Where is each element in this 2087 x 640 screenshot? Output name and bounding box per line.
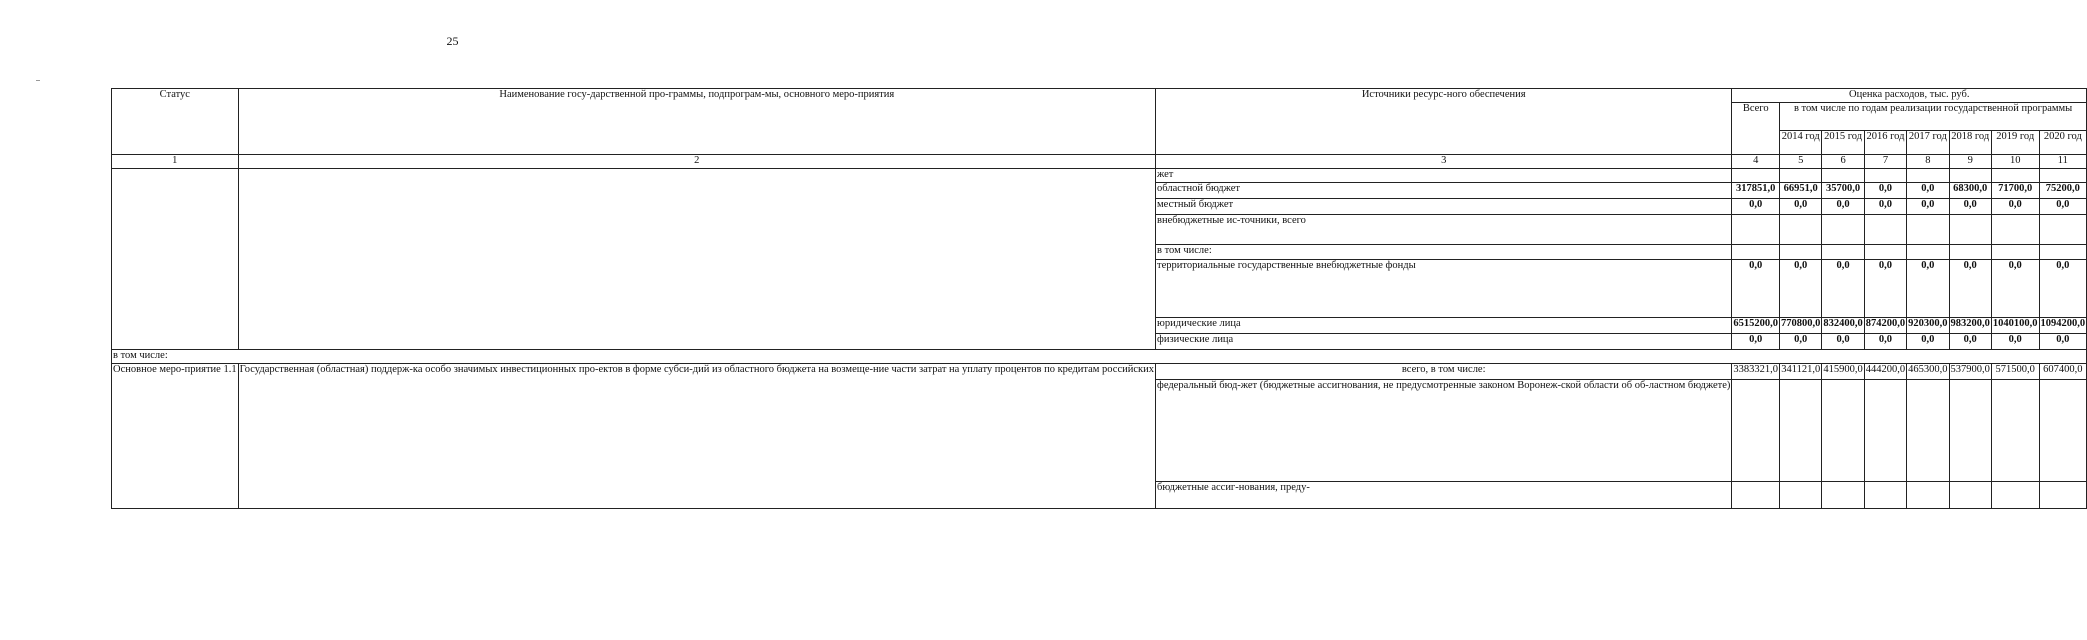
value-cell: 0,0 (1780, 260, 1822, 318)
header-year-2018: 2018 год (1949, 131, 1991, 155)
source-cell: территориальные государственные внебюджетные фонды (1156, 260, 1732, 318)
scan-mark (36, 80, 40, 81)
value-cell: 0,0 (2039, 260, 2087, 318)
header-estimate: Оценка расходов, тыс. руб. (1732, 89, 2087, 103)
source-cell: местный бюджет (1156, 199, 1732, 215)
value-cell: 71700,0 (1991, 183, 2039, 199)
value-cell: 1040100,0 (1991, 318, 2039, 334)
value-cell (1822, 245, 1864, 260)
header-year-2019: 2019 год (1991, 131, 2039, 155)
value-cell: 607400,0 (2039, 363, 2087, 379)
header-year-2020: 2020 год (2039, 131, 2087, 155)
header-name: Наименование госу-дарственной про-граммы, подпрограм-мы, основного меро-приятия (238, 89, 1155, 155)
value-cell: 0,0 (1780, 334, 1822, 350)
value-cell (2039, 245, 2087, 260)
source-cell: областной бюджет (1156, 183, 1732, 199)
value-cell: 6515200,0 (1732, 318, 1780, 334)
header-year-2014: 2014 год (1780, 131, 1822, 155)
event-name: Государственная (областная) поддерж-ка особо значимых инвестиционных про-ектов в форме субси-дий из областного бюджета на возмеще-ние части затрат на уплату процентов по кредитам российских (238, 363, 1155, 508)
value-cell (1991, 379, 2039, 481)
value-cell: 35700,0 (1822, 183, 1864, 199)
value-cell: 874200,0 (1864, 318, 1906, 334)
section-row (112, 350, 2087, 364)
budget-table (111, 88, 2087, 509)
table-row (112, 363, 2087, 379)
header-sources: Источники ресурс-ного обеспечения (1156, 89, 1732, 155)
value-cell: 0,0 (1822, 199, 1864, 215)
value-cell (2039, 379, 2087, 481)
col-number: 8 (1907, 155, 1949, 169)
value-cell: 0,0 (1864, 260, 1906, 318)
source-cell: всего, в том числе: (1156, 363, 1732, 379)
value-cell: 0,0 (2039, 334, 2087, 350)
value-cell: 465300,0 (1907, 363, 1949, 379)
value-cell (1864, 245, 1906, 260)
value-cell (1991, 481, 2039, 508)
value-cell: 537900,0 (1949, 363, 1991, 379)
value-cell (1732, 245, 1780, 260)
value-cell: 0,0 (1949, 199, 1991, 215)
value-cell (2039, 481, 2087, 508)
event-status: Основное меро-приятие 1.1 (112, 363, 239, 508)
value-cell: 0,0 (1907, 334, 1949, 350)
value-cell: 571500,0 (1991, 363, 2039, 379)
value-cell: 0,0 (1907, 199, 1949, 215)
source-cell: бюджетные ассиг-нования, преду- (1156, 481, 1732, 508)
value-cell: 341121,0 (1780, 363, 1822, 379)
value-cell (1949, 379, 1991, 481)
value-cell: 0,0 (1780, 199, 1822, 215)
value-cell (1991, 245, 2039, 260)
value-cell (1864, 215, 1906, 245)
value-cell (1732, 379, 1780, 481)
value-cell (1907, 379, 1949, 481)
value-cell: 0,0 (1864, 199, 1906, 215)
value-cell (1732, 215, 1780, 245)
page-number: 25 (446, 34, 459, 48)
value-cell: 0,0 (1822, 260, 1864, 318)
value-cell (1780, 481, 1822, 508)
value-cell (1949, 245, 1991, 260)
value-cell (1822, 215, 1864, 245)
value-cell: 75200,0 (2039, 183, 2087, 199)
name-cell-empty (238, 169, 1155, 350)
value-cell: 444200,0 (1864, 363, 1906, 379)
value-cell (1822, 481, 1864, 508)
value-cell (1907, 169, 1949, 183)
col-number: 5 (1780, 155, 1822, 169)
value-cell (1907, 481, 1949, 508)
col-number: 1 (112, 155, 239, 169)
source-cell: жет (1156, 169, 1732, 183)
value-cell (1780, 215, 1822, 245)
value-cell: 0,0 (1822, 334, 1864, 350)
value-cell: 0,0 (1732, 260, 1780, 318)
header-year-2017: 2017 год (1907, 131, 1949, 155)
value-cell: 0,0 (1907, 260, 1949, 318)
value-cell: 0,0 (1949, 260, 1991, 318)
value-cell: 0,0 (1949, 334, 1991, 350)
value-cell: 770800,0 (1780, 318, 1822, 334)
value-cell: 920300,0 (1907, 318, 1949, 334)
source-cell: в том числе: (1156, 245, 1732, 260)
col-number: 6 (1822, 155, 1864, 169)
source-cell: внебюджетные ис-точники, всего (1156, 215, 1732, 245)
value-cell: 832400,0 (1822, 318, 1864, 334)
value-cell: 0,0 (1864, 334, 1906, 350)
header-year-2016: 2016 год (1864, 131, 1906, 155)
value-cell: 415900,0 (1822, 363, 1864, 379)
col-number: 3 (1156, 155, 1732, 169)
value-cell: 0,0 (1732, 334, 1780, 350)
value-cell (2039, 215, 2087, 245)
value-cell: 317851,0 (1732, 183, 1780, 199)
column-numbers-row (112, 155, 2087, 169)
value-cell: 1094200,0 (2039, 318, 2087, 334)
status-cell-empty (112, 169, 239, 350)
value-cell: 0,0 (1864, 183, 1906, 199)
value-cell: 983200,0 (1949, 318, 1991, 334)
value-cell (1732, 169, 1780, 183)
value-cell (1780, 379, 1822, 481)
value-cell (1864, 379, 1906, 481)
value-cell: 0,0 (1732, 199, 1780, 215)
source-cell: федеральный бюд-жет (бюджетные ассигнования, не предусмотренные законом Воронеж-ской области об об-ластном бюджете) (1156, 379, 1732, 481)
value-cell (2039, 169, 2087, 183)
header-year-2015: 2015 год (1822, 131, 1864, 155)
value-cell: 0,0 (2039, 199, 2087, 215)
header-by-years: в том числе по годам реализации государственной программы (1780, 103, 2087, 131)
value-cell: 66951,0 (1780, 183, 1822, 199)
value-cell (1822, 379, 1864, 481)
header-total: Всего (1732, 103, 1780, 155)
table-row (112, 169, 2087, 183)
value-cell (1991, 169, 2039, 183)
value-cell: 3383321,0 (1732, 363, 1780, 379)
value-cell (1949, 215, 1991, 245)
value-cell: 0,0 (1991, 260, 2039, 318)
col-number: 10 (1991, 155, 2039, 169)
col-number: 2 (238, 155, 1155, 169)
value-cell (1864, 481, 1906, 508)
value-cell: 68300,0 (1949, 183, 1991, 199)
col-number: 9 (1949, 155, 1991, 169)
value-cell: 0,0 (1907, 183, 1949, 199)
source-cell: юридические лица (1156, 318, 1732, 334)
value-cell: 0,0 (1991, 334, 2039, 350)
value-cell (1907, 215, 1949, 245)
value-cell (1949, 169, 1991, 183)
value-cell (1949, 481, 1991, 508)
value-cell (1864, 169, 1906, 183)
value-cell: 0,0 (1991, 199, 2039, 215)
value-cell (1822, 169, 1864, 183)
value-cell (1732, 481, 1780, 508)
value-cell (1780, 169, 1822, 183)
value-cell (1907, 245, 1949, 260)
source-cell: физические лица (1156, 334, 1732, 350)
value-cell (1780, 245, 1822, 260)
col-number: 4 (1732, 155, 1780, 169)
section-label: в том числе: (112, 350, 2087, 364)
header-status: Статус (112, 89, 239, 155)
col-number: 11 (2039, 155, 2087, 169)
value-cell (1991, 215, 2039, 245)
col-number: 7 (1864, 155, 1906, 169)
